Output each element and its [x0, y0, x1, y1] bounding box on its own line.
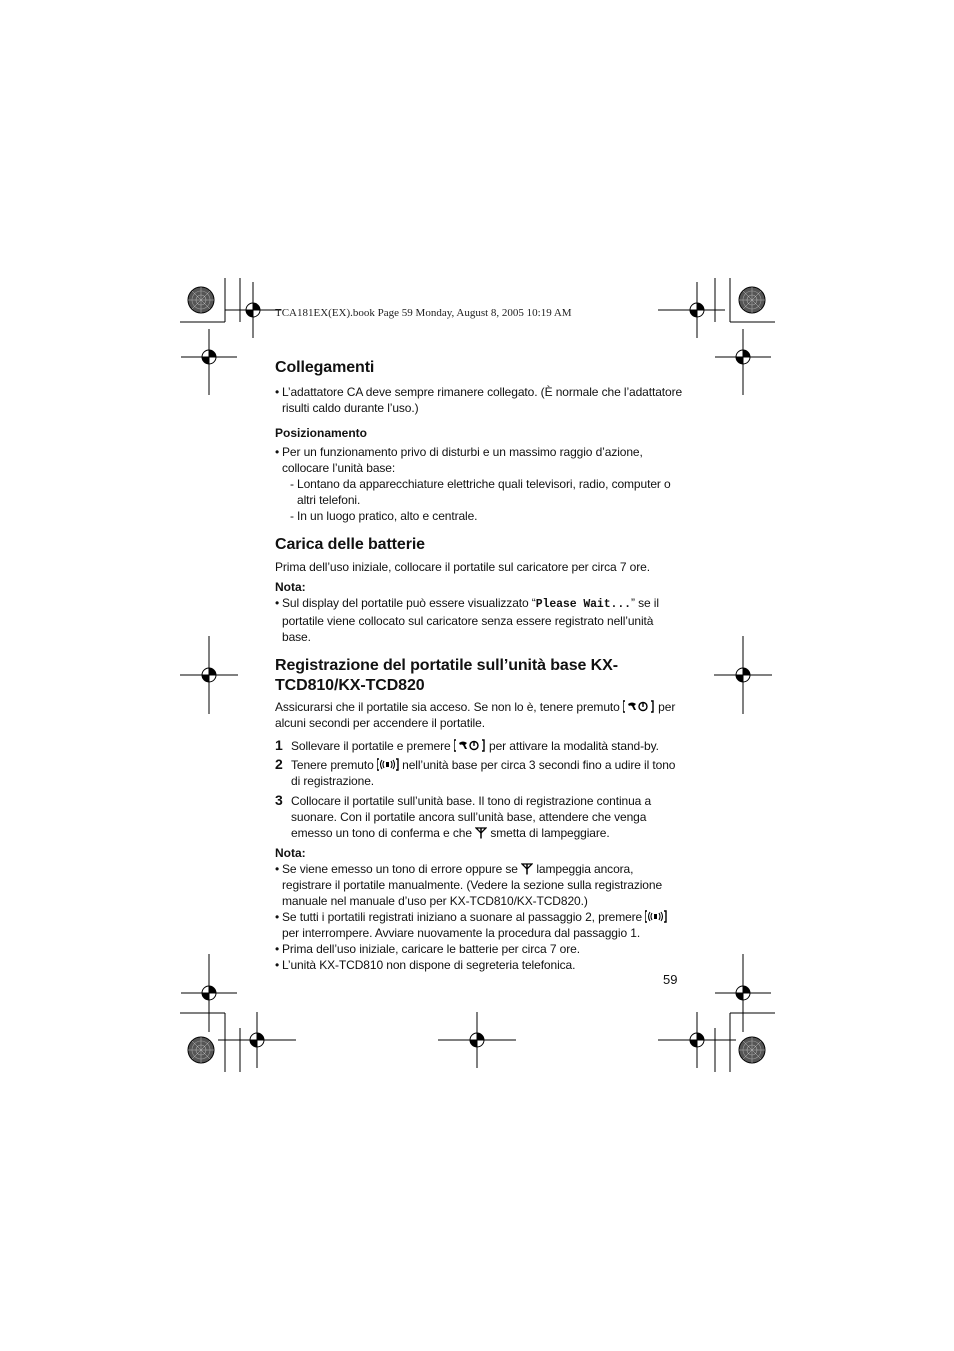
step-text-pre: Tenere premuto [291, 758, 377, 772]
list-item: • L’adattatore CA deve sempre rimanere collegato. (È normale che l’adattatore risulti caldo durante l’uso.) [275, 384, 685, 416]
step-text-post: nell’unità base per circa 3 secondi fino a udire il tono di registrazione. [291, 758, 676, 788]
off-power-key-icon [454, 738, 486, 754]
intro-text-post: per alcuni secondi per accendere il portatile. [275, 700, 676, 730]
list-item [275, 793, 685, 841]
section-title-collegamenti: Collegamenti [275, 359, 375, 376]
note-text-post: per interrompere. Avviare nuovamente la procedura dal passaggio 1. [282, 926, 641, 940]
registrazione-note-list [275, 861, 685, 973]
posizionamento-list [275, 444, 685, 524]
page-content [275, 358, 685, 973]
list-item: - Lontano da apparecchiature elettriche quali televisori, radio, computer o altri telefoni. [290, 476, 685, 508]
locator-key-icon [377, 757, 399, 773]
section-title-registrazione: Registrazione del portatile sull’unità base KX-TCD810/KX-TCD820 [275, 657, 618, 694]
section-title-carica: Carica delle batterie [275, 536, 425, 553]
sub-title-posizionamento: Posizionamento [275, 426, 368, 440]
note-text-post: lampeggia ancora, registrare il portatile manualmente. (Vedere la sezione sulla registrazione manuale nel manuale d’uso per KX-TCD810/KX-TCD820.) [282, 862, 663, 908]
registrazione-intro [275, 699, 685, 731]
list-item [275, 757, 685, 789]
page-number: 59 [663, 972, 678, 987]
print-header: TCA181EX(EX).book Page 59 Monday, August 8, 2005 10:19 AM [275, 307, 572, 319]
list-item [275, 444, 685, 524]
list-item-text: Per un funzionamento privo di disturbi e un massimo raggio d’azione, collocare l’unità base: [282, 445, 643, 475]
step-text-post: smetta di lampeggiare. [487, 826, 610, 840]
step-text-post: per attivare la modalità stand-by. [485, 739, 659, 753]
note-text-pre: Se viene emesso un tono di errore oppure se [282, 862, 522, 876]
antenna-icon [475, 825, 487, 841]
antenna-icon [521, 861, 533, 877]
list-item [275, 861, 685, 909]
note-label: Nota: [275, 580, 306, 594]
note-text-pre: Sul display del portatile può essere visualizzato “ [282, 596, 536, 610]
collegamenti-list [275, 384, 685, 416]
list-item [275, 595, 685, 645]
step-number: 1 [275, 737, 283, 753]
display-message: Please Wait... [535, 598, 631, 611]
list-item: • Prima dell’uso iniziale, caricare le batterie per circa 7 ore. [275, 941, 685, 957]
list-item: - In un luogo pratico, alto e centrale. [290, 508, 685, 524]
list-item [275, 909, 685, 941]
step-number: 3 [275, 792, 283, 808]
posizionamento-sublist [290, 476, 685, 524]
step-number: 2 [275, 756, 283, 772]
list-item [275, 738, 685, 754]
note-text-pre: Se tutti i portatili registrati iniziano a suonare al passaggio 2, premere [282, 910, 646, 924]
note-label: Nota: [275, 846, 306, 860]
intro-text-pre: Assicurarsi che il portatile sia acceso. Se non lo è, tenere premuto [275, 700, 623, 714]
step-text-pre: Collocare il portatile sull’unità base. Il tono di registrazione continua a suonare. Con il portatile ancora sull’unità base, attendere che venga emesso un tono di conferma e che [291, 794, 652, 840]
locator-key-icon [645, 909, 667, 925]
off-power-key-icon [623, 699, 655, 715]
step-text-pre: Sollevare il portatile e premere [291, 739, 454, 753]
note-text-post: ” se il portatile viene collocato sul caricatore senza essere registrato nell’unità base. [282, 596, 659, 644]
registration-steps [275, 738, 685, 841]
carica-text: Prima dell’uso iniziale, collocare il portatile sul caricatore per circa 7 ore. [275, 560, 650, 574]
carica-note-list [275, 595, 685, 645]
list-item: • L’unità KX-TCD810 non dispone di segreteria telefonica. [275, 957, 685, 973]
